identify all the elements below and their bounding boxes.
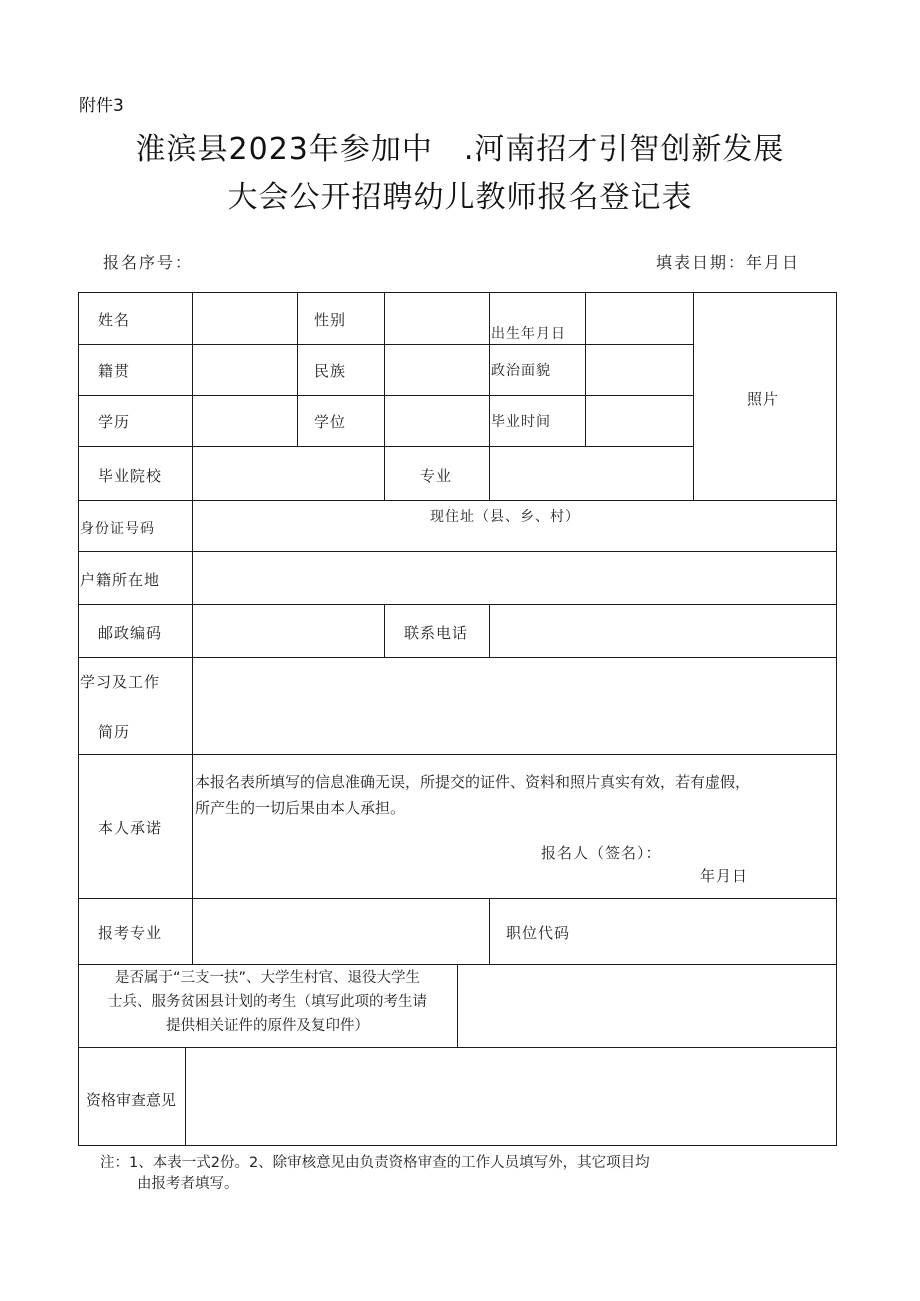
special-category-line-3: 提供相关证件的原件及复印件）: [166, 1018, 369, 1034]
gender-label: 性别: [314, 311, 347, 329]
school-label: 毕业院校: [98, 467, 163, 485]
pledge-text: [195, 769, 833, 821]
fill-date-label: 填表日期：年月日: [656, 253, 801, 272]
education-label: 学历: [98, 413, 131, 431]
pledge-text-line-2: 所产生的一切后果由本人承担。: [195, 799, 406, 817]
col-divider: [384, 292, 385, 500]
col-divider: [297, 292, 298, 446]
pledge-date: 年月日: [700, 867, 749, 885]
footnote-line-2: 由报考者填写。: [137, 1176, 239, 1192]
signature-label: 报名人（签名）：: [541, 844, 662, 862]
page-title-line-2: 大会公开招聘幼儿教师报名登记表: [227, 180, 693, 215]
row-divider: [78, 446, 693, 447]
special-category-question: [80, 966, 455, 1038]
resume-label-line-1: 学习及工作: [80, 673, 161, 691]
photo-label: 照片: [747, 390, 780, 408]
household-location-label: 户籍所在地: [80, 571, 161, 589]
pledge-text-line-1: 本报名表所填写的信息准确无误，所提交的证件、资料和照片真实有效，若有虚假，: [195, 773, 751, 791]
graduation-time-label: 毕业时间: [491, 414, 551, 430]
qualification-review-label: 资格审查意见: [86, 1091, 177, 1109]
page-title-line-1: 淮滨县2023年参加中 .河南招才引智创新发展: [135, 132, 785, 167]
ethnicity-label: 民族: [314, 362, 347, 380]
col-divider: [185, 1047, 186, 1145]
birth-date-label: 出生年月日: [491, 326, 566, 342]
position-code-label: 职位代码: [506, 924, 571, 942]
table-border-left: [78, 292, 79, 1146]
applied-major-label: 报考专业: [98, 924, 163, 942]
current-address-label: 现住址（县、乡、村）: [430, 509, 580, 525]
native-place-label: 籍贯: [98, 362, 131, 380]
row-divider: [78, 344, 693, 345]
degree-label: 学位: [314, 413, 347, 431]
col-divider: [192, 292, 193, 500]
major-label: 专业: [420, 467, 453, 485]
col-divider: [489, 604, 490, 657]
table-border-bottom: [78, 1145, 837, 1146]
special-category-line-1: 是否属于“三支一扶”、大学生村官、退役大学生: [114, 970, 421, 986]
footnote-line-1: 注：1、本表一式2份。2、除审核意见由负责资格审查的工作人员填写外，其它项目均: [100, 1155, 650, 1171]
registration-form-table: [78, 292, 837, 1146]
table-border-right: [836, 292, 837, 1146]
row-divider: [78, 395, 693, 396]
col-divider: [489, 898, 490, 964]
serial-number-label: 报名序号：: [103, 253, 194, 272]
id-number-label: 身份证号码: [80, 521, 155, 537]
col-divider: [384, 604, 385, 657]
resume-label-line-2: 简历: [98, 723, 131, 741]
political-status-label: 政治面貌: [491, 363, 551, 379]
col-divider: [457, 964, 458, 1047]
col-divider: [192, 500, 193, 898]
col-divider: [693, 292, 694, 500]
col-divider: [489, 292, 490, 500]
postal-code-label: 邮政编码: [98, 624, 163, 642]
col-divider: [585, 292, 586, 446]
phone-label: 联系电话: [404, 624, 469, 642]
name-label: 姓名: [98, 311, 131, 329]
col-divider: [192, 898, 193, 964]
pledge-label: 本人承诺: [98, 819, 163, 837]
row-divider: [78, 1047, 837, 1048]
attachment-label: 附件3: [79, 96, 124, 116]
special-category-line-2: 士兵、服务贫困县计划的考生（填写此项的考生请: [108, 994, 427, 1010]
